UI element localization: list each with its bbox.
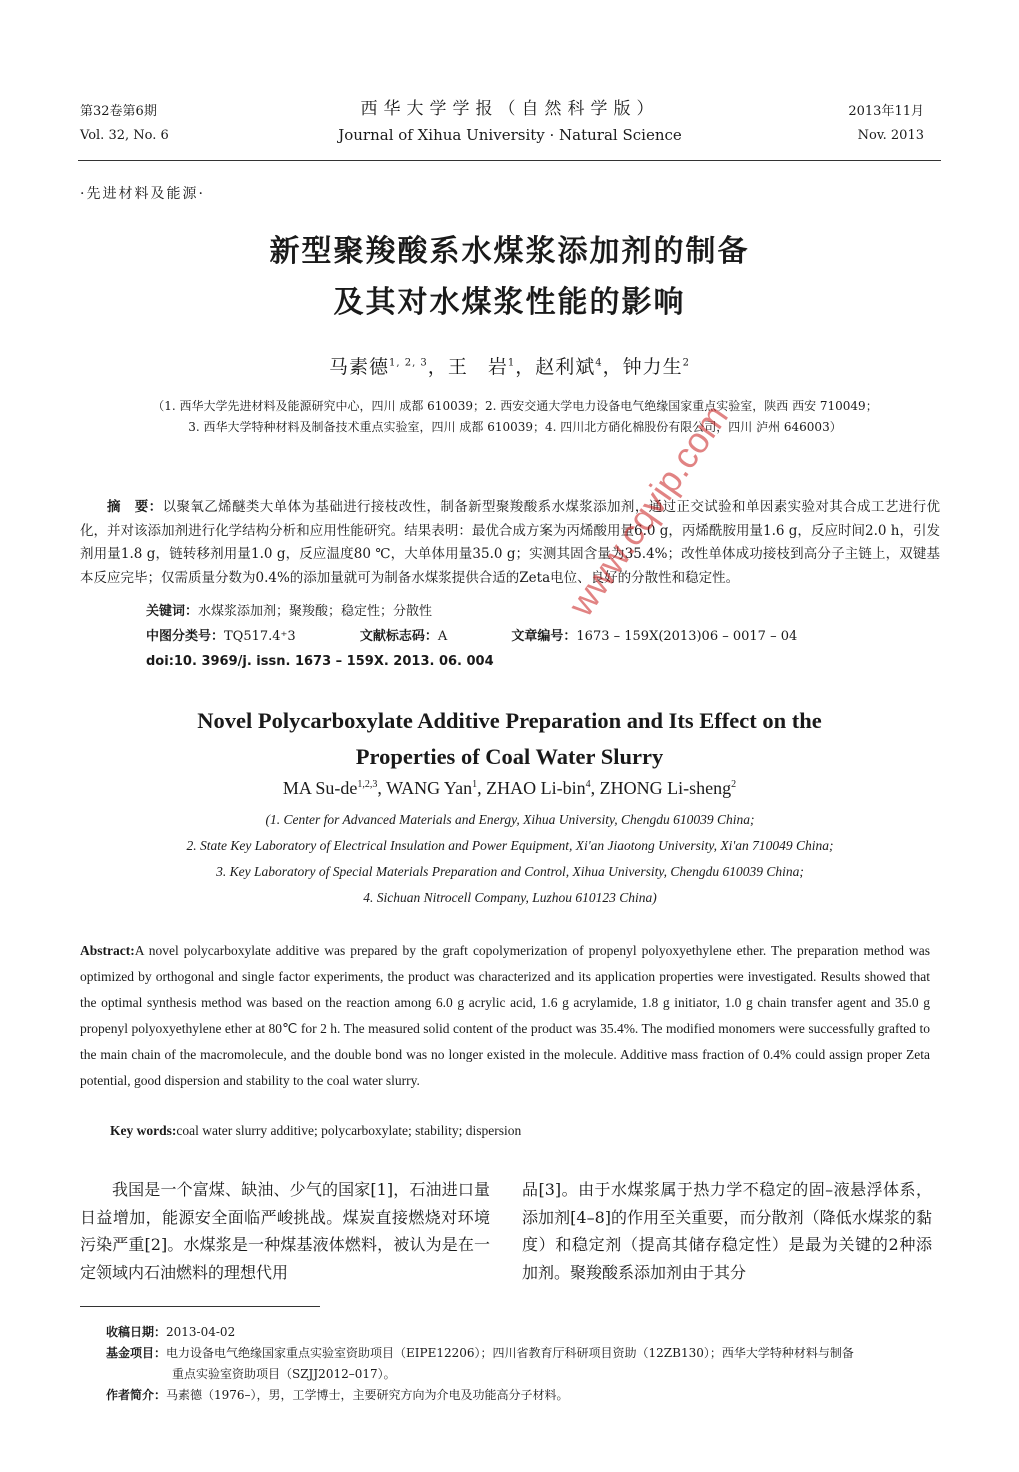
- abstract-en-label: Abstract:: [80, 943, 135, 958]
- doi-text: doi:10. 3969/j. issn. 1673 – 159X. 2013. 06. 004: [146, 654, 494, 669]
- author-name-en: MA Su-de: [282, 778, 358, 798]
- author-affil-en: 1: [472, 779, 478, 790]
- authors-cn: 马素德$^{1, 2, 3}$，王 岩$^1$，赵利斌$^4$，钟力生$^2$: [328, 356, 691, 378]
- fund-line1: 电力设备电气绝缘国家重点实验室资助项目（EIPE12206）；四川省教育厅科研项目资助（12ZB130）；西华大学特种材料与制备: [166, 1346, 854, 1360]
- affiliation-en-line: 2. State Key Laboratory of Electrical Insulation and Power Equipment, Xi'an Jiaotong University, Xi'an 710049 China;: [186, 838, 834, 853]
- body-column-right: 品[3]。由于水煤浆属于热力学不稳定的固–液悬浮体系，添加剂[4–8]的作用至关重要，而分散剂（降低水煤浆的黏度）和稳定剂（提高其储存稳定性）是最为关键的2种添加剂。聚羧酸系添加剂由于其分: [522, 1180, 932, 1282]
- author-name-en: WANG Yan: [386, 778, 473, 798]
- received-value: 2013-04-02: [166, 1325, 236, 1339]
- volume-cn: 第32卷第6期: [80, 104, 157, 119]
- author-affil: 4: [595, 357, 603, 369]
- author-name: 马素德: [328, 356, 389, 378]
- doi: [146, 650, 494, 674]
- author-affil: 1, 2, 3: [388, 357, 428, 369]
- abstract-cn: [80, 496, 940, 590]
- journal-header: [260, 96, 760, 148]
- author-bio-label: 作者简介：: [106, 1388, 167, 1402]
- date-en: Nov. 2013: [857, 128, 924, 143]
- journal-title-en: Journal of Xihua University · Natural Science: [338, 126, 682, 144]
- title-en: [0, 703, 1019, 775]
- doc-code-label: 文献标志码：: [359, 629, 438, 644]
- journal-title-cn: 西华大学学报（自然科学版）: [360, 99, 660, 119]
- clc-value: TQ517.4⁺3: [224, 629, 296, 644]
- volume-en: Vol. 32, No. 6: [80, 128, 169, 143]
- fund-line2: 重点实验室资助项目（SZJJ2012–017）。: [172, 1367, 396, 1381]
- author-bio: [106, 1385, 936, 1406]
- affiliation-en-line: 3. Key Laboratory of Special Materials Preparation and Control, Xihua University, Chengdu 610039 China;: [216, 864, 804, 879]
- footnote-rule: [80, 1306, 320, 1307]
- title-en-line2: Properties of Coal Water Slurry: [355, 744, 664, 769]
- author-name: 赵利斌: [535, 356, 596, 378]
- title-cn: [0, 226, 1019, 328]
- author-bio-text: 马素德（1976–），男，工学博士，主要研究方向为介电及功能高分子材料。: [166, 1388, 569, 1402]
- header-rule: [78, 160, 941, 161]
- affiliations-en: [80, 807, 940, 911]
- keywords-en: [110, 1123, 521, 1139]
- received-label: 收稿日期：: [106, 1325, 167, 1339]
- fund-info: [106, 1343, 936, 1364]
- clc-label: 中图分类号：: [146, 629, 225, 644]
- keywords-en-label: Key words:: [110, 1123, 177, 1138]
- title-en-line1: Novel Polycarboxylate Additive Preparation and Its Effect on the: [197, 708, 822, 733]
- abstract-en-text: A novel polycarboxylate additive was prepared by the graft copolymerization of propenyl polyoxyethylene ether. The preparation method was optimized by orthogonal and single factor experiments, the product was characterized and its application properties were investigated. Results showed that the optimal synthesis method was based on the reaction among 6.0 g acrylic acid, 1.6 g acrylamide, 1.8 g initiator, 1.0 g chain transfer agent and 35.0 g propenyl polyoxyethylene ether at 80℃ for 2 h. The measured solid content of the product was 35.4%. The modified monomers were successfully grafted to the main chain of the macromolecule, and the double bond was no longer existed in the molecule. Additive mass fraction of 0.4% could assign proper Zeta potential, good dispersion and stability to the coal water slurry.: [80, 943, 930, 1088]
- volume-info: [80, 100, 169, 148]
- keywords-cn: [146, 600, 432, 624]
- author-affil-en: 4: [585, 779, 591, 790]
- classification-row: [146, 625, 857, 649]
- author-name-en: ZHONG Li-sheng: [599, 778, 732, 798]
- affiliation-en-line: (1. Center for Advanced Materials and Energy, Xihua University, Chengdu 610039 China;: [265, 812, 755, 827]
- body-column-left: 我国是一个富煤、缺油、少气的国家[1]，石油进口量日益增加，能源安全面临严峻挑战。煤炭直接燃烧对环境污染严重[2]。水煤浆是一种煤基液体燃料，被认为是在一定领域内石油燃料的理想代用: [80, 1180, 490, 1282]
- title-cn-line2: 及其对水煤浆性能的影响: [333, 285, 686, 320]
- abstract-en: [80, 938, 930, 1094]
- affiliation-line: 3. 西华大学特种材料及制备技术重点实验室，四川 成都 610039；4. 四川北方硝化棉股份有限公司，四川 泸州 646003）: [188, 420, 842, 434]
- author-name: 王 岩: [447, 356, 508, 378]
- keywords-cn-text: 水煤浆添加剂；聚羧酸；稳定性；分散性: [198, 604, 433, 619]
- article-no-label: 文章编号：: [511, 629, 577, 644]
- title-cn-line1: 新型聚羧酸系水煤浆添加剂的制备: [269, 234, 750, 269]
- issue-date: [848, 100, 924, 148]
- abstract-cn-label: 摘 要：: [107, 499, 163, 515]
- affiliation-en-line: 4. Sichuan Nitrocell Company, Luzhou 610123 China): [363, 890, 657, 905]
- abstract-cn-text: 以聚氧乙烯醚类大单体为基础进行接枝改性，制备新型聚羧酸系水煤浆添加剂，通过正交试验和单因素实验对其合成工艺进行优化，并对该添加剂进行化学结构分析和应用性能研究。结果表明：最优合成方案为丙烯酸用量6.0 g，丙烯酰胺用量1.6 g，反应时间2.0 h，引发剂用量1.8 g，链转移剂用量1.0 g，反应温度80 ℃，大单体用量35.0 g；实测其固含量为35.4%；改性单体成功接枝到高分子主链上，双键基本反应完毕；仅需质量分数为0.4%的添加量就可为制备水煤浆提供合适的Zeta电位、良好的分散性和稳定性。: [80, 499, 941, 586]
- author-affil: 2: [682, 357, 691, 369]
- keywords-cn-label: 关键词：: [146, 604, 199, 619]
- author-affil-en: 1,2,3: [357, 779, 378, 790]
- authors-en: MA Su-de$^{1,2,3}$, WANG Yan$^1$, ZHAO Li-bin$^4$, ZHONG Li-sheng$^2$: [282, 778, 737, 798]
- affiliations-cn: [100, 396, 930, 438]
- footnotes: [106, 1322, 936, 1406]
- received-date: [106, 1322, 936, 1343]
- section-tag: ·先进材料及能源·: [80, 186, 205, 202]
- doc-code-value: A: [437, 629, 448, 644]
- article-no-value: 1673 – 159X(2013)06 – 0017 – 04: [576, 629, 798, 644]
- watermark: www.cqvip.com: [560, 396, 736, 624]
- author-affil: 1: [507, 357, 516, 369]
- author-name-en: ZHAO Li-bin: [486, 778, 586, 798]
- keywords-en-text: coal water slurry additive; polycarboxylate; stability; dispersion: [176, 1123, 522, 1138]
- affiliation-line: （1. 西华大学先进材料及能源研究中心，四川 成都 610039；2. 西安交通大学电力设备电气绝缘国家重点实验室，陕西 西安 710049；: [152, 399, 878, 413]
- fund-label: 基金项目：: [106, 1346, 167, 1360]
- author-name: 钟力生: [622, 356, 683, 378]
- date-cn: 2013年11月: [848, 104, 924, 119]
- author-affil-en: 2: [731, 779, 737, 790]
